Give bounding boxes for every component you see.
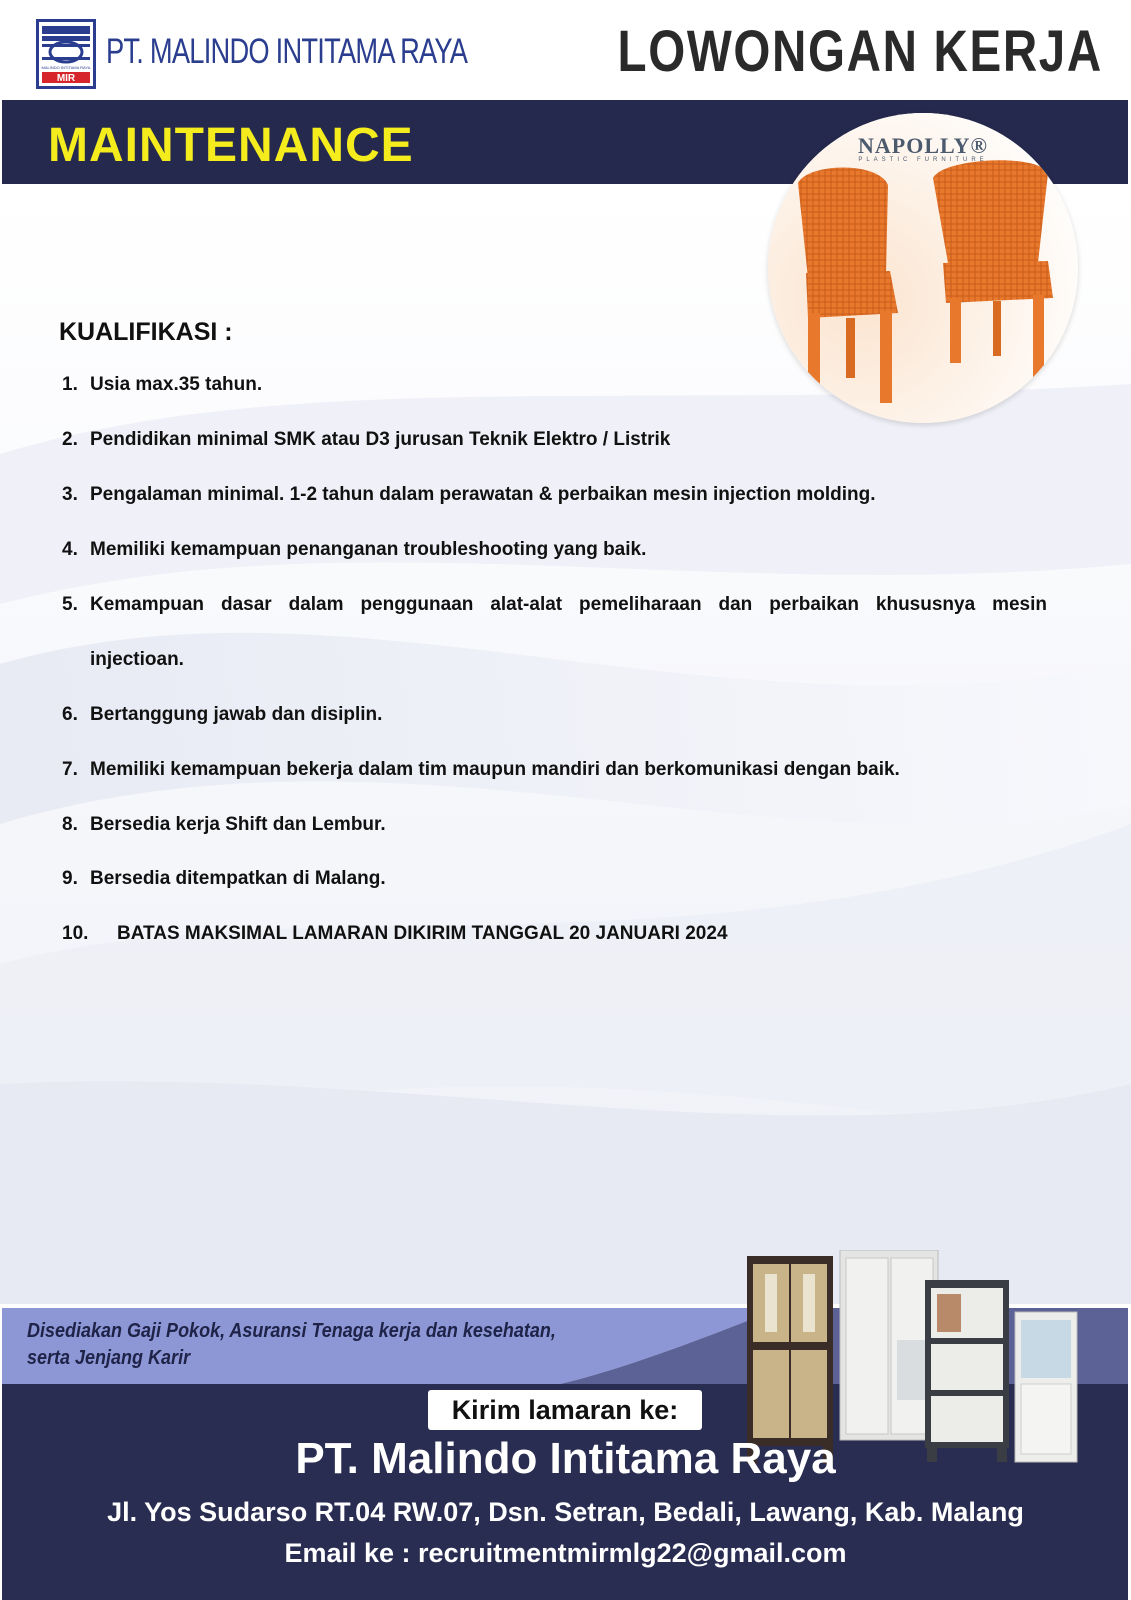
send-application-label: Kirim lamaran ke:	[428, 1390, 702, 1430]
svg-text:MALINDO INTITAMA RAYA: MALINDO INTITAMA RAYA	[41, 65, 91, 70]
header	[0, 0, 1131, 100]
company-name: PT. MALINDO INTITAMA RAYA	[106, 32, 468, 71]
svg-text:MIR: MIR	[56, 73, 76, 84]
brand-subtitle: PLASTIC FURNITURE	[858, 157, 988, 163]
chair-photo	[768, 113, 1078, 423]
qualifications-heading: KUALIFIKASI :	[59, 318, 233, 346]
company-logo	[36, 19, 96, 89]
footer-email: Email ke : recruitmentmirmlg22@gmail.com	[284, 1538, 847, 1568]
position-title: MAINTENANCE	[48, 119, 414, 172]
page-title: LOWONGAN KERJA	[617, 19, 1103, 84]
footer-company-name: PT. Malindo Intitama Raya	[295, 1434, 836, 1483]
benefits-text: Disediakan Gaji Pokok, Asuransi Tenaga kerja dan kesehatan, serta Jenjang Karir	[27, 1320, 556, 1369]
job-poster: MALINDO INTITAMA RAYA MIR PT. MALINDO INTITAMA RAYA LOWONGAN KERJA MAINTENANCE NAPOLLY® PLASTIC FURNITURE KUALIFIKASI : 1. Usia max.35 tahun. 2. Pendidikan minimal SMK atau D3 jurusan Teknik Elektro / Listrik 3. Pengalaman minimal. 1-2 tahun dalam perawatan & perbaikan mesin injection molding. 4. Memiliki kemampuan penanganan troubleshooting yang baik. 5. Kemampuan dasar dalam penggunaan alat-alat pemeliharaan dan perbaikan khususnya mesin injectioan. 6. Bertanggung jawab dan disiplin. 7. Memiliki kemampuan bekerja dalam tim maupun mandiri dan berkomunikasi dengan baik. 8. Bersedia kerja Shift dan Lembur. 9. Bersedia ditempatkan di Malang. 10. BATAS MAKSIMAL LAMARAN DIKIRIM TANGGAL 20 JANUARI 2024 Disediakan Gaji Pokok, Asuransi Tenaga kerja dan kesehatan, serta Jenjang Karir Kirim lamaran ke: PT. Malindo Intitama Raya Jl. Yos Sudarso RT.04 RW.07, Dsn. Setran, Bedali, Lawang, Kab. Malang Email ke : recruitmentmirmlg22@gmail.com	[0, 0, 1131, 1600]
footer-address: Jl. Yos Sudarso RT.04 RW.07, Dsn. Setran, Bedali, Lawang, Kab. Malang	[107, 1497, 1024, 1527]
brand-logo-text: NAPOLLY®	[858, 133, 988, 158]
